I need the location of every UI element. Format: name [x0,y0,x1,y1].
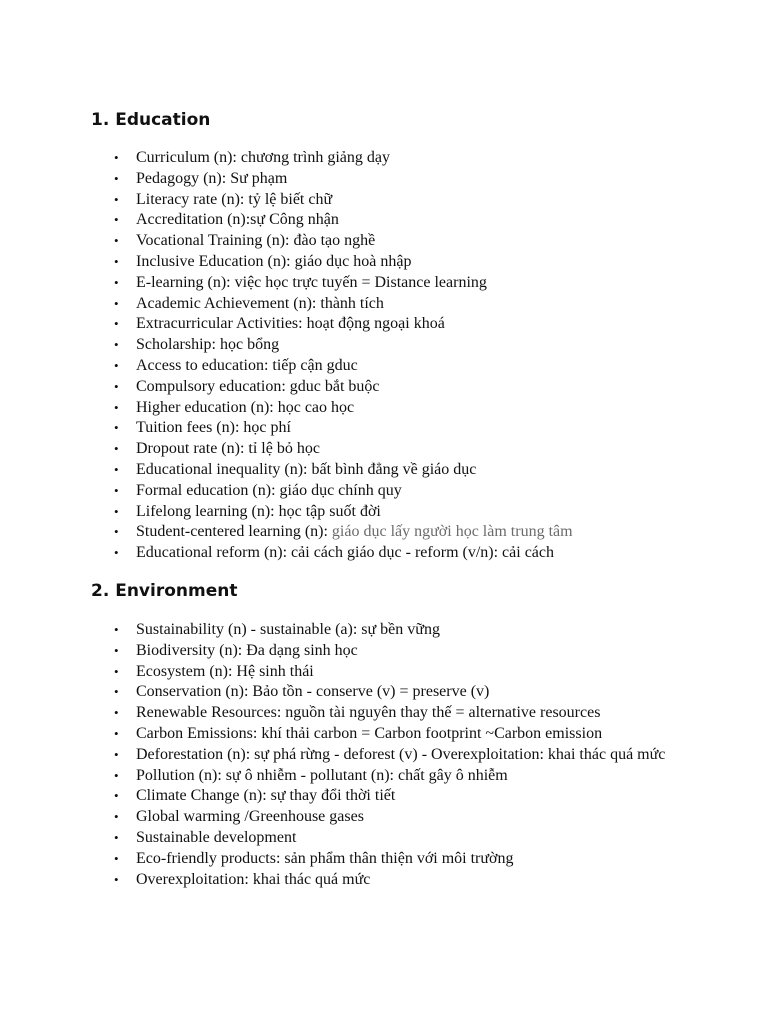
term-text: Global warming /Greenhouse gases [136,808,364,826]
term-text: Formal education (n): giáo dục chính quy [136,481,402,499]
list-item [114,377,681,398]
environment-term-list [114,620,681,890]
bullet-icon: • [114,746,119,762]
bullet-icon: • [114,642,119,658]
education-term-list [114,148,681,564]
list-item [114,543,681,564]
bullet-icon: • [114,545,119,561]
list-item [114,620,681,641]
term-text: Educational inequality (n): bất bình đẳng về giáo dục [136,460,477,478]
term-text: Carbon Emissions: khí thải carbon = Carbon footprint ~Carbon emission [136,724,603,742]
term-text: Access to education: tiếp cận gduc [136,356,358,374]
term-text: Tuition fees (n): học phí [136,419,291,437]
bullet-icon: • [114,316,119,332]
bullet-icon: • [114,399,119,415]
term-text: Pollution (n): sự ô nhiễm - pollutant (n): chất gây ô nhiễm [136,766,508,784]
list-item [114,231,681,252]
list-item [114,148,681,169]
term-text: Extracurricular Activities: hoạt động ngoại khoá [136,315,445,333]
list-item [114,682,681,703]
list-item [114,398,681,419]
term-text: Accreditation (n):sự Công nhận [136,211,339,229]
term-text: Overexploitation: khai thác quá mức [136,870,371,888]
term-text: Sustainable development [136,828,297,846]
bullet-icon: • [114,663,119,679]
bullet-icon: • [114,524,119,540]
term-text: Pedagogy (n): Sư phạm [136,169,288,187]
bullet-icon: • [114,253,119,269]
bullet-icon: • [114,767,119,783]
term-text: Inclusive Education (n): giáo dục hoà nhập [136,252,412,270]
term-text: Scholarship: học bổng [136,336,280,354]
bullet-icon: • [114,705,119,721]
list-item [114,724,681,745]
bullet-icon: • [114,420,119,436]
bullet-icon: • [114,150,119,165]
bullet-icon: • [114,170,119,186]
bullet-icon: • [114,850,119,866]
list-item [114,870,681,891]
bullet-icon: • [114,295,119,311]
bullet-icon: • [114,378,119,394]
section-heading-education: 1. Education [91,110,211,130]
bullet-icon: • [114,684,119,700]
list-item [114,439,681,460]
term-text: E-learning (n): việc học trực tuyến = Distance learning [136,273,487,291]
term-text: Higher education (n): học cao học [136,398,355,416]
list-item [114,335,681,356]
term-text: Sustainability (n) - sustainable (a): sự bền vững [136,621,440,638]
bullet-icon: • [114,461,119,477]
bullet-icon: • [114,337,119,353]
term-text: Student-centered learning (n): [136,523,332,541]
list-item [114,190,681,211]
list-item [114,210,681,231]
bullet-icon: • [114,809,119,825]
list-item [114,522,681,543]
list-item [114,641,681,662]
bullet-icon: • [114,441,119,457]
list-item [114,314,681,335]
list-item [114,273,681,294]
list-item [114,502,681,523]
list-item [114,662,681,683]
list-item [114,356,681,377]
term-text: Deforestation (n): sự phá rừng - deforest (v) - Overexploitation: khai thác quá mức [136,745,666,763]
term-text: Educational reform (n): cải cách giáo dục - reform (v/n): cải cách [136,544,555,562]
list-item [114,169,681,190]
bullet-icon: • [114,357,119,373]
section-heading-environment: 2. Environment [91,581,238,601]
bullet-icon: • [114,233,119,249]
list-item [114,828,681,849]
term-text: Dropout rate (n): tỉ lệ bỏ học [136,440,320,458]
bullet-icon: • [114,829,119,845]
list-item [114,807,681,828]
term-text: Compulsory education: gduc bắt buộc [136,377,380,395]
list-item [114,294,681,315]
term-text: Lifelong learning (n): học tập suốt đời [136,502,381,520]
term-text: Academic Achievement (n): thành tích [136,294,384,312]
bullet-icon: • [114,482,119,498]
bullet-icon: • [114,191,119,207]
list-item [114,703,681,724]
term-text: Curriculum (n): chương trình giảng dạy [136,149,390,166]
term-text: Vocational Training (n): đào tạo nghề [136,232,376,250]
list-item [114,745,681,766]
list-item [114,481,681,502]
list-item [114,418,681,439]
term-text: Biodiversity (n): Đa dạng sinh học [136,641,358,659]
bullet-icon: • [114,725,119,741]
term-text: Conservation (n): Bảo tồn - conserve (v) = preserve (v) [136,683,490,701]
list-item [114,460,681,481]
bullet-icon: • [114,274,119,290]
bullet-icon: • [114,503,119,519]
bullet-icon: • [114,788,119,804]
term-text: Eco-friendly products: sản phẩm thân thiện với môi trường [136,849,514,867]
term-text: Climate Change (n): sự thay đổi thời tiết [136,787,396,805]
list-item [114,252,681,273]
term-text: Renewable Resources: nguồn tài nguyên thay thế = alternative resources [136,704,601,722]
list-item [114,786,681,807]
term-text: Ecosystem (n): Hệ sinh thái [136,662,314,680]
list-item [114,849,681,870]
term-text: Literacy rate (n): tỷ lệ biết chữ [136,190,333,208]
bullet-icon: • [114,871,119,887]
list-item [114,766,681,787]
term-translation-muted: giáo dục lấy người học làm trung tâm [331,523,573,541]
bullet-icon: • [114,212,119,228]
bullet-icon: • [114,622,119,637]
